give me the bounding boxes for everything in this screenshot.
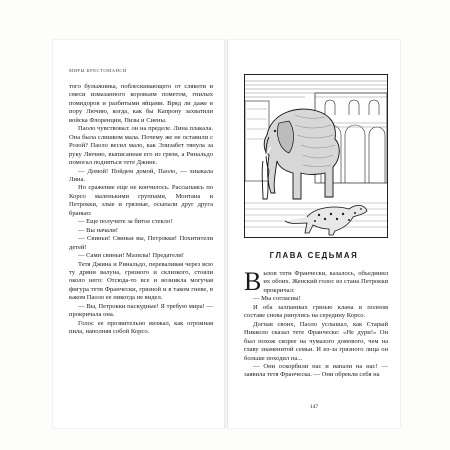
chapter-illustration — [244, 74, 388, 238]
right-body-text — [244, 267, 388, 380]
running-head: МИРЫ КРЕСТОМАНСИ — [69, 68, 127, 73]
paragraph: Но сражение еще не кончилось. Рассыпаясь по Корсо маленькими группами, Монтана и Петрокки, злые и грязные, осыпали друг друга бранью: — [69, 184, 213, 217]
page-number: 147 — [309, 404, 319, 410]
paragraph: — Вы, Петрокки паскудные! Я требую мира! — прокричала она. — [69, 302, 213, 319]
paragraph: Тетя Джина и Ринальдо, переваливая через всю ту дряни валуна, грязного и склизкого, стояли около него: Отсюда-то все и возникла могучая фигура тети Франчески, грязной и в таком гневе, в каком Паоло ее никогда не видел. — [69, 260, 213, 302]
paragraph: — Домой! Пойдем домой, Паоло, — хныкала Лина. — [69, 167, 213, 183]
paragraph: Паоло чувствовал: он на пределе. Лина плакала. Она была слишком мала. Почему же не оставили с Розой? Паоло весил мало, как Элизабет тянула за руку Лючию, выписанная его из грязи, а Ринальдо помогал подняться тете Джине. — [69, 125, 213, 167]
paragraph: Догнав своих, Паоло услышал, как Старый Никколо сказал тете Франческе: «Не дури!» Он был похож скорее на чумазого домового, чем на главу знаменитой семьи. И из-за грязного лица он больше походил на... — [244, 320, 388, 362]
paragraph: того булыжника, поблескивающего от слякоти и смеси измазанного коровьим пометом, гнилых помидоров и разбитыми яйцами. Вряд ли даже в пору Лючию, когда, как бы Капрону захватили войска Флоренции, Пизы и Сиены. — [69, 83, 213, 124]
paragraph: — Еще получите за битое стекло! — [78, 218, 173, 226]
right-page — [228, 40, 400, 428]
paragraph: И оба залпанных грязью клана в полном составе снова ринулись на середину Корсо. — [244, 303, 388, 320]
paragraph: — Мы согласны! — [253, 295, 301, 303]
left-page — [53, 40, 225, 428]
paragraph: — Свиньи! Свиньи вы, Петрокки! Похитители детей! — [69, 235, 213, 251]
paragraph: — Они оскорбили нас и напали на нас! — заявила тетя Франческа. — Они обрекли себя на — [244, 362, 388, 379]
paragraph: — Вы начали! — [78, 226, 118, 234]
elephant-leopard-engraving-icon — [245, 75, 387, 237]
drop-cap: В — [244, 267, 262, 296]
chapter-title: ГЛАВА СЕДЬМАЯ — [269, 251, 359, 260]
paragraph: ызов тети Франчески, казалось, объединил их обоих. Женский голос из стана Петрокки прокричал: — [263, 270, 388, 294]
paragraph: Голос ее прозвительно визжал, как огромная пила, наполняя собой Корсо. — [69, 319, 213, 336]
left-body-text — [69, 83, 213, 337]
paragraph: — Сами свиньи! Мазилы! Предатели! — [78, 252, 184, 260]
